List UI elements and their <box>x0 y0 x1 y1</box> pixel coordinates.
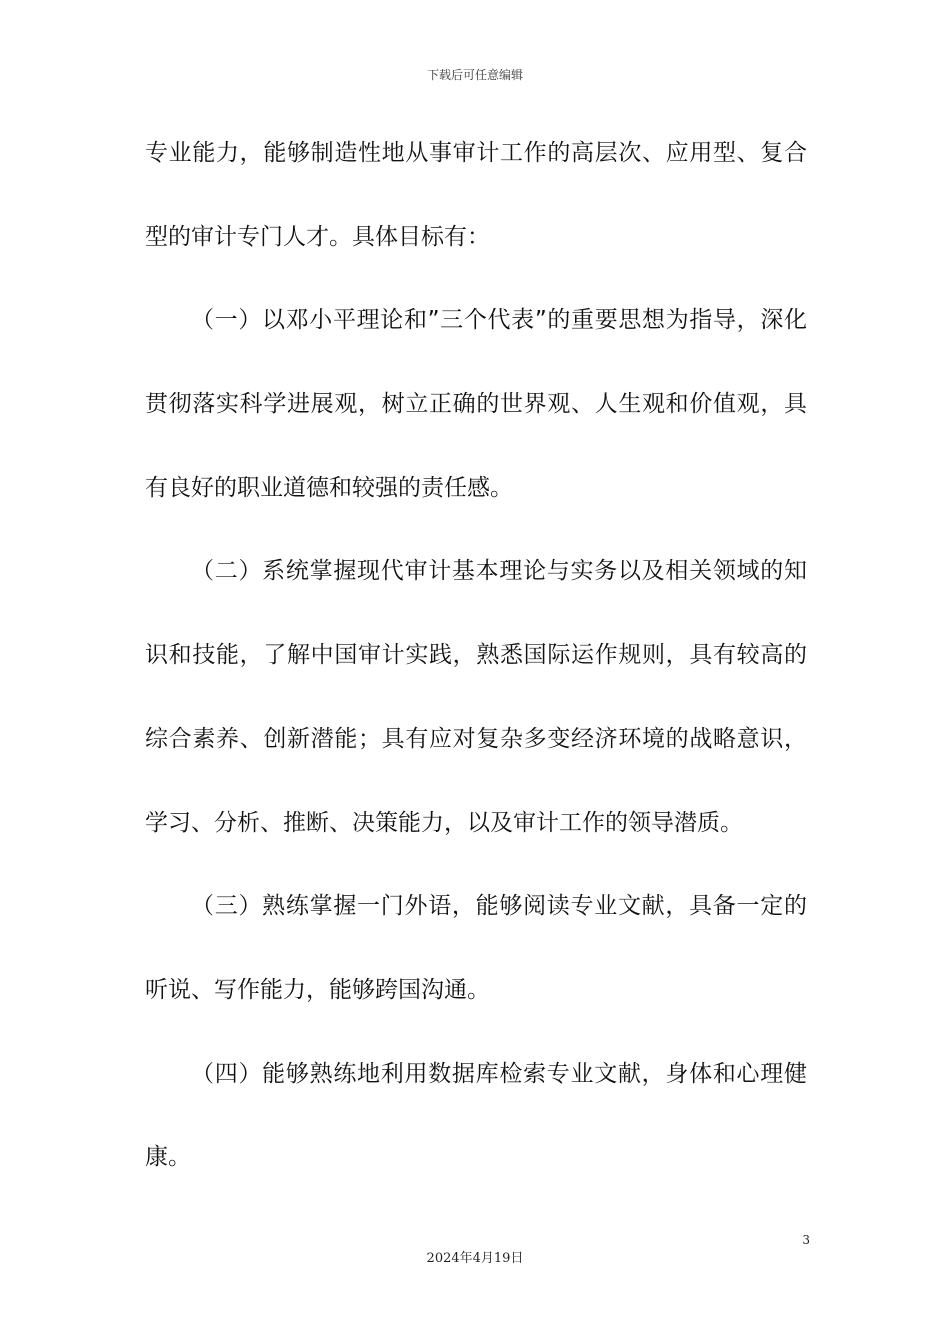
paragraph-line: 学习、分析、推断、决策能力，以及审计工作的领导潜质。 <box>145 809 743 836</box>
paragraph-line: 识和技能，了解中国审计实践，熟悉国际运作规则，具有较高的 <box>145 642 807 669</box>
paragraph-line: 型的审计专门人才。具体目标有： <box>145 223 490 250</box>
paragraph-line: （四）能够熟练地利用数据库检索专业文献，身体和心理健 <box>191 1060 807 1087</box>
paragraph-line: 听说、写作能力，能够跨国沟通。 <box>145 976 490 1003</box>
paragraph-line: 贯彻落实科学进展观，树立正确的世界观、人生观和价值观，具 <box>145 391 807 418</box>
footer-date: 2024年4月19日 <box>426 1251 524 1266</box>
paragraph-line: 有良好的职业道德和较强的责任感。 <box>145 474 513 501</box>
paragraph-line: 综合素养、创新潜能；具有应对复杂多变经济环境的战略意识， <box>145 725 807 752</box>
paragraph-line: （一）以邓小平理论和”三个代表”的重要思想为指导，深化 <box>191 307 807 334</box>
page-header: 下载后可任意编辑 <box>426 68 523 82</box>
page-number: 3 <box>802 1233 810 1247</box>
paragraph-line: 专业能力，能够制造性地从事审计工作的高层次、应用型、复合 <box>145 140 807 166</box>
paragraph-line: （三）熟练掌握一门外语，能够阅读专业文献，具备一定的 <box>191 893 807 920</box>
paragraph-line: （二）系统掌握现代审计基本理论与实务以及相关领域的知 <box>191 558 807 585</box>
paragraph-line: 康。 <box>145 1144 191 1171</box>
body-text <box>145 133 807 1221</box>
